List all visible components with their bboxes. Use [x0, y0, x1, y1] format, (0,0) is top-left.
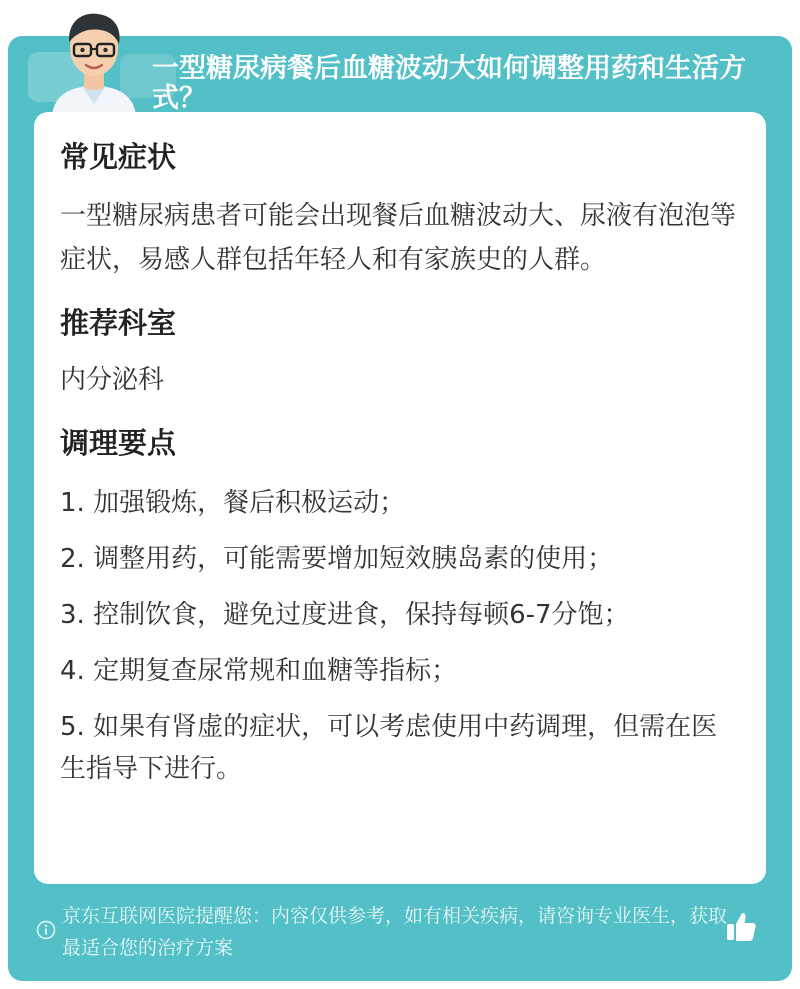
list-item: 5. 如果有肾虚的症状，可以考虑使用中药调理，但需在医生指导下进行。	[60, 712, 718, 784]
symptoms-text: 一型糖尿病患者可能会出现餐后血糖波动大、尿液有泡泡等症状，易感人群包括年轻人和有家族史的人群。	[60, 201, 737, 275]
page-title: 一型糖尿病餐后血糖波动大如何调整用药和生活方式？	[152, 54, 746, 110]
section-heading-care: 调理要点	[60, 426, 177, 460]
department-text: 内分泌科	[60, 365, 165, 395]
list-item: 4. 定期复查尿常规和血糖等指标；	[60, 656, 458, 686]
section-heading-department: 推荐科室	[60, 306, 177, 340]
thumbs-up-icon[interactable]	[724, 910, 758, 944]
list-item: 3. 控制饮食，避免过度进食，保持每顿6-7分饱；	[60, 600, 630, 630]
content-card	[34, 112, 766, 884]
doctor-avatar	[44, 4, 144, 116]
list-item: 1. 加强锻炼，餐后积极运动；	[60, 488, 406, 518]
section-heading-symptoms: 常见症状	[60, 140, 177, 174]
disclaimer-footer	[36, 898, 796, 978]
list-item: 2. 调整用药，可能需要增加短效胰岛素的使用；	[60, 544, 614, 574]
disclaimer-text: 京东互联网医院提醒您：内容仅供参考，如有相关疾病，请咨询专业医生，获取最适合您的治疗方案	[62, 905, 728, 959]
info-icon	[36, 920, 56, 940]
